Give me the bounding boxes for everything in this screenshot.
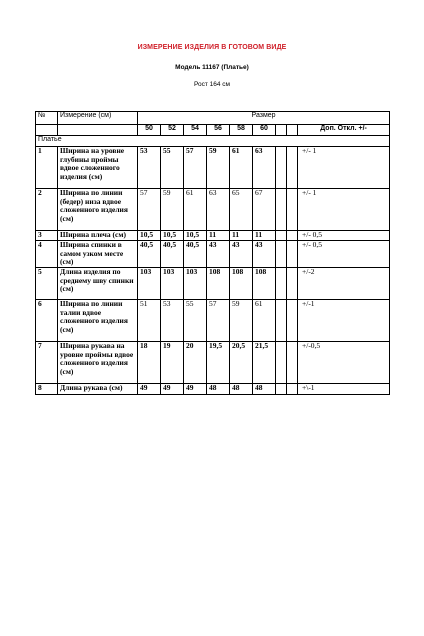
empty-cell — [287, 241, 298, 268]
empty-cell — [287, 268, 298, 300]
size-value: 59 — [161, 189, 184, 231]
size-value: 57 — [138, 189, 161, 231]
size-value: 40,5 — [161, 241, 184, 268]
empty-cell — [276, 300, 287, 342]
measurement-name: Ширина плеча (см) — [58, 231, 138, 241]
size-value: 55 — [161, 147, 184, 189]
empty-cell — [276, 384, 287, 395]
empty-cell — [287, 300, 298, 342]
height-label: Рост 164 см — [193, 81, 231, 88]
empty-cell — [287, 384, 298, 395]
section-label: Платье — [36, 136, 390, 147]
size-value: 43 — [253, 241, 276, 268]
header-blank — [276, 125, 287, 136]
row-number: 3 — [36, 231, 58, 241]
tolerance-value: +/- 1 — [298, 147, 390, 189]
size-header: 60 — [253, 125, 276, 136]
empty-cell — [276, 268, 287, 300]
header-num: № — [36, 112, 58, 125]
measurement-name: Длина изделия по среднему шву спинки (см) — [58, 268, 138, 300]
size-value: 11 — [230, 231, 253, 241]
size-header: 54 — [184, 125, 207, 136]
row-number: 6 — [36, 300, 58, 342]
table-row — [36, 241, 390, 268]
size-value: 63 — [253, 147, 276, 189]
size-value: 57 — [184, 147, 207, 189]
size-value: 53 — [161, 300, 184, 342]
size-value: 67 — [253, 189, 276, 231]
size-value: 49 — [184, 384, 207, 395]
size-value: 20,5 — [230, 342, 253, 384]
header-size: Размер — [138, 112, 390, 125]
size-value: 53 — [138, 147, 161, 189]
empty-cell — [276, 147, 287, 189]
tolerance-value: +/-1 — [298, 300, 390, 342]
size-header: 50 — [138, 125, 161, 136]
size-value: 61 — [230, 147, 253, 189]
size-value: 43 — [230, 241, 253, 268]
tolerance-value: +/- 0,5 — [298, 241, 390, 268]
size-value: 20 — [184, 342, 207, 384]
header-blank — [58, 125, 138, 136]
row-number: 5 — [36, 268, 58, 300]
row-number: 1 — [36, 147, 58, 189]
size-value: 19,5 — [207, 342, 230, 384]
size-header: 58 — [230, 125, 253, 136]
size-value: 103 — [184, 268, 207, 300]
table-row — [36, 231, 390, 241]
header-measure: Измерение (см) — [58, 112, 138, 125]
empty-cell — [276, 231, 287, 241]
size-value: 10,5 — [138, 231, 161, 241]
tolerance-value: +/-2 — [298, 268, 390, 300]
empty-cell — [287, 231, 298, 241]
size-value: 59 — [230, 300, 253, 342]
measurement-name: Ширина на уровне глубины проймы вдвое сложенного изделия (см) — [58, 147, 138, 189]
row-number: 4 — [36, 241, 58, 268]
size-value: 61 — [253, 300, 276, 342]
tolerance-value: +/-0,5 — [298, 342, 390, 384]
row-number: 7 — [36, 342, 58, 384]
size-value: 18 — [138, 342, 161, 384]
tolerance-value: +\-1 — [298, 384, 390, 395]
size-value: 19 — [161, 342, 184, 384]
empty-cell — [276, 342, 287, 384]
table-row — [36, 189, 390, 231]
size-value: 65 — [230, 189, 253, 231]
measurement-name: Длина рукава (см) — [58, 384, 138, 395]
size-value: 10,5 — [161, 231, 184, 241]
size-value: 61 — [184, 189, 207, 231]
size-value: 48 — [253, 384, 276, 395]
size-value: 40,5 — [138, 241, 161, 268]
size-value: 63 — [207, 189, 230, 231]
size-value: 103 — [161, 268, 184, 300]
size-value: 11 — [207, 231, 230, 241]
size-value: 59 — [207, 147, 230, 189]
measurement-name: Ширина рукава на уровне проймы вдвое сложенного изделия (см) — [58, 342, 138, 384]
size-header: 52 — [161, 125, 184, 136]
model-name: Модель 11167 (Платье) — [175, 64, 249, 71]
table-row — [36, 342, 390, 384]
size-value: 49 — [138, 384, 161, 395]
tolerance-value: +/- 1 — [298, 189, 390, 231]
table-row — [36, 384, 390, 395]
tolerance-value: +/- 0,5 — [298, 231, 390, 241]
empty-cell — [287, 342, 298, 384]
row-number: 8 — [36, 384, 58, 395]
measurement-name: Ширина по линии (бедер) низа вдвое сложенного изделия (см) — [58, 189, 138, 231]
size-value: 57 — [207, 300, 230, 342]
size-value: 43 — [207, 241, 230, 268]
measurement-name: Ширина спинки в самом узком месте (см) — [58, 241, 138, 268]
row-number: 2 — [36, 189, 58, 231]
size-value: 40,5 — [184, 241, 207, 268]
size-value: 11 — [253, 231, 276, 241]
empty-cell — [287, 147, 298, 189]
table-row — [36, 268, 390, 300]
size-value: 49 — [161, 384, 184, 395]
measurement-table — [35, 111, 390, 395]
empty-cell — [287, 189, 298, 231]
size-value: 48 — [207, 384, 230, 395]
empty-cell — [276, 241, 287, 268]
table-row — [36, 300, 390, 342]
size-header: 56 — [207, 125, 230, 136]
header-blank — [36, 125, 58, 136]
empty-cell — [276, 189, 287, 231]
size-value: 108 — [207, 268, 230, 300]
size-value: 55 — [184, 300, 207, 342]
header-tolerance: Доп. Откл. +/- — [298, 125, 390, 136]
size-value: 108 — [230, 268, 253, 300]
size-value: 10,5 — [184, 231, 207, 241]
size-value: 21,5 — [253, 342, 276, 384]
size-value: 48 — [230, 384, 253, 395]
size-value: 103 — [138, 268, 161, 300]
header-blank — [287, 125, 298, 136]
measurement-name: Ширина по линии талии вдвое сложенного изделия (см) — [58, 300, 138, 342]
document-title: ИЗМЕРЕНИЕ ИЗДЕЛИЯ В ГОТОВОМ ВИДЕ — [137, 44, 287, 51]
size-value: 51 — [138, 300, 161, 342]
table-row — [36, 147, 390, 189]
size-value: 108 — [253, 268, 276, 300]
